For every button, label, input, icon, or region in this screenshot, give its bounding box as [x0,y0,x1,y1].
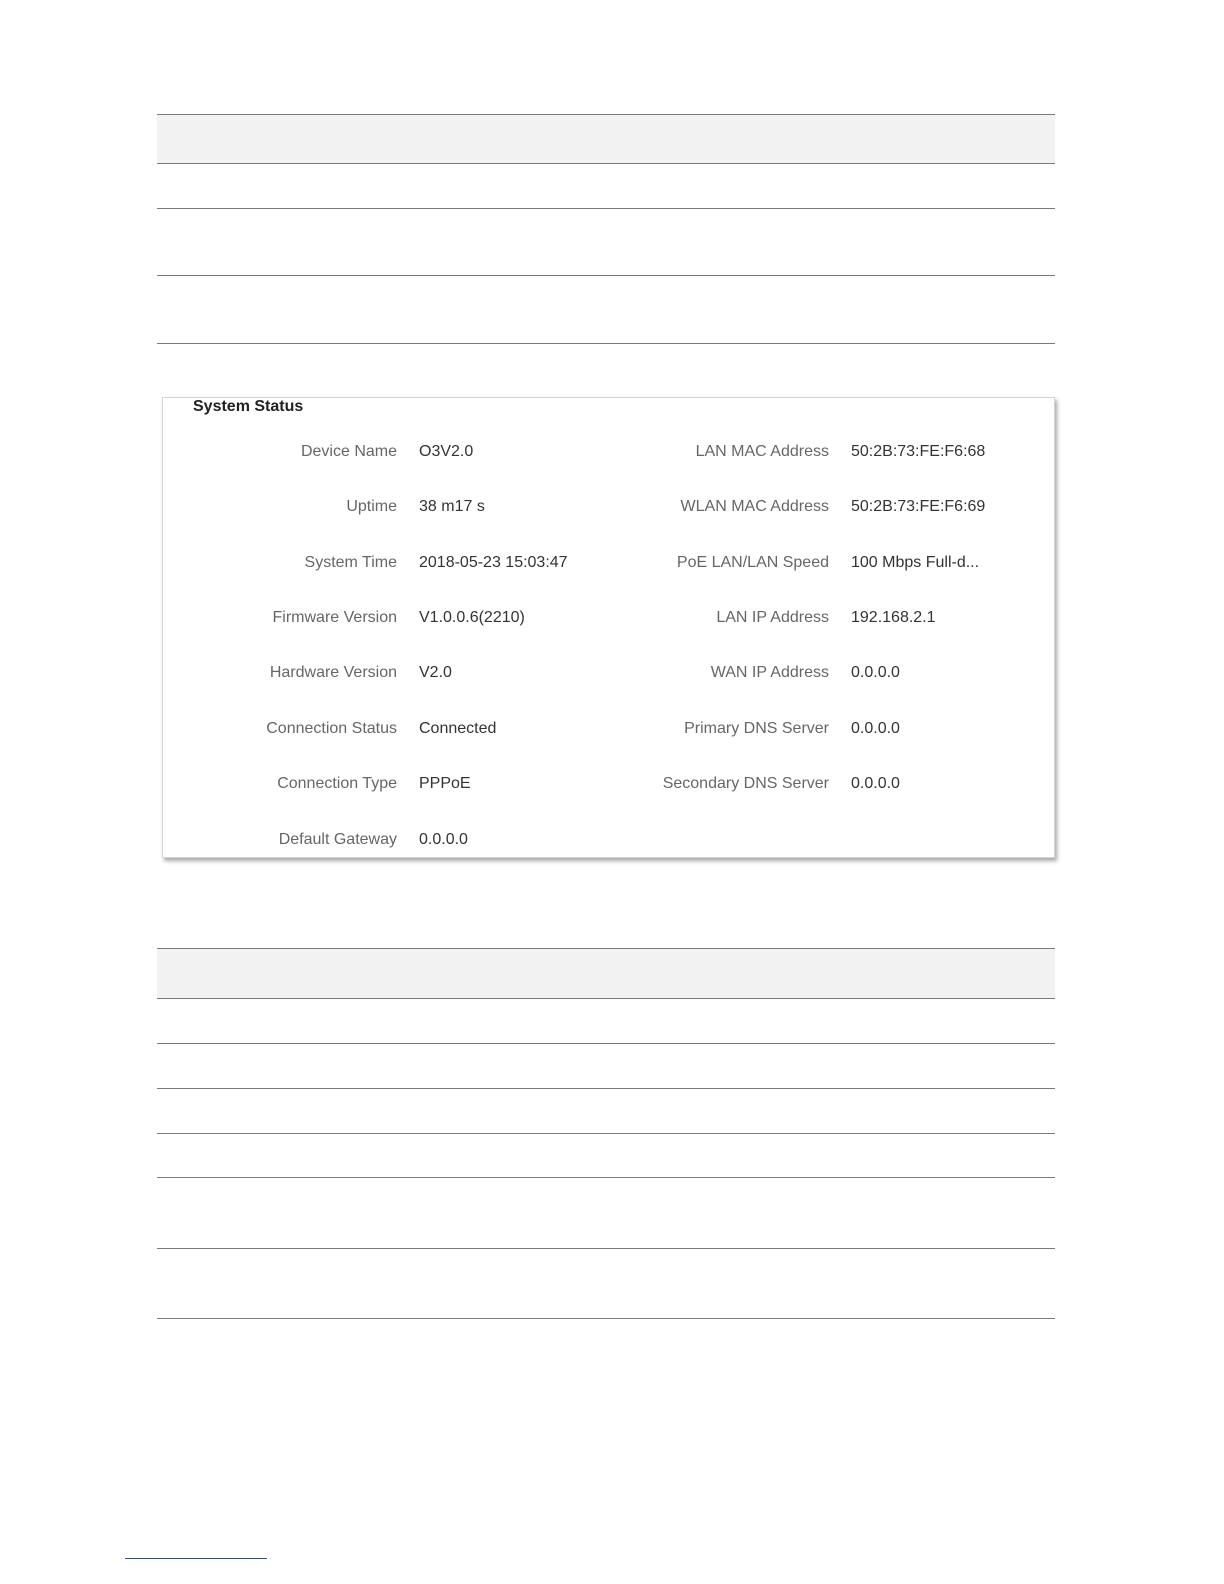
field-primary-dns-server [163,717,1043,741]
field-value: 2018-05-23 15:03:47 [419,554,568,571]
field-value: 50:2B:73:FE:F6:68 [851,443,986,460]
field-value: 0.0.0.0 [419,831,468,848]
table-header-row [157,115,1055,164]
table-row [157,999,1055,1044]
field-value: V1.0.0.6(2210) [419,609,525,626]
field-label: Connection Status [266,720,397,737]
field-value: 38 m17 s [419,498,485,515]
table-row [157,164,1055,209]
field-label: LAN MAC Address [695,443,829,460]
table-row [157,1089,1055,1134]
field-value: PPPoE [419,775,471,792]
field-label: Hardware Version [269,664,397,681]
field-label: LAN IP Address [716,609,829,626]
field-wlan-mac-address [163,495,1043,519]
field-label: Uptime [346,498,397,515]
field-value: 50:2B:73:FE:F6:69 [851,498,986,515]
field-value: 0.0.0.0 [851,720,900,737]
field-lan-ip-address [163,606,1043,630]
field-label: Device Name [300,443,397,460]
field-label: PoE LAN/LAN Speed [676,554,829,571]
field-lan-mac-address [163,440,1043,464]
field-secondary-dns-server [163,772,1043,796]
field-value: 0.0.0.0 [851,775,900,792]
field-value: Connected [419,720,497,737]
panel-title: System Status [193,398,304,415]
table-row [157,1044,1055,1089]
table-row [157,1249,1055,1319]
table-row [157,209,1055,276]
field-wan-ip-address [163,661,1043,685]
field-label: Secondary DNS Server [662,775,829,792]
field-default-gateway [163,828,603,852]
field-label: Connection Type [277,775,397,792]
field-value: 192.168.2.1 [851,609,936,626]
field-poe-lan-speed [163,551,1043,575]
field-value: 0.0.0.0 [851,664,900,681]
top-table [157,114,1055,344]
field-value: O3V2.0 [419,443,474,460]
field-label: System Time [304,554,397,571]
field-label: WAN IP Address [710,664,829,681]
table-row [157,276,1055,344]
field-label: WLAN MAC Address [680,498,829,515]
field-label: Primary DNS Server [684,720,829,737]
field-value: V2.0 [419,664,452,681]
table-row [157,1178,1055,1249]
system-status-panel [162,397,1055,858]
field-value: 100 Mbps Full-d... [851,554,980,571]
field-label: Firmware Version [272,609,397,626]
table-row [157,1134,1055,1178]
table-header-row [157,949,1055,999]
bottom-table [157,948,1055,1319]
field-label: Default Gateway [278,831,397,848]
footnote-separator [125,1558,267,1559]
